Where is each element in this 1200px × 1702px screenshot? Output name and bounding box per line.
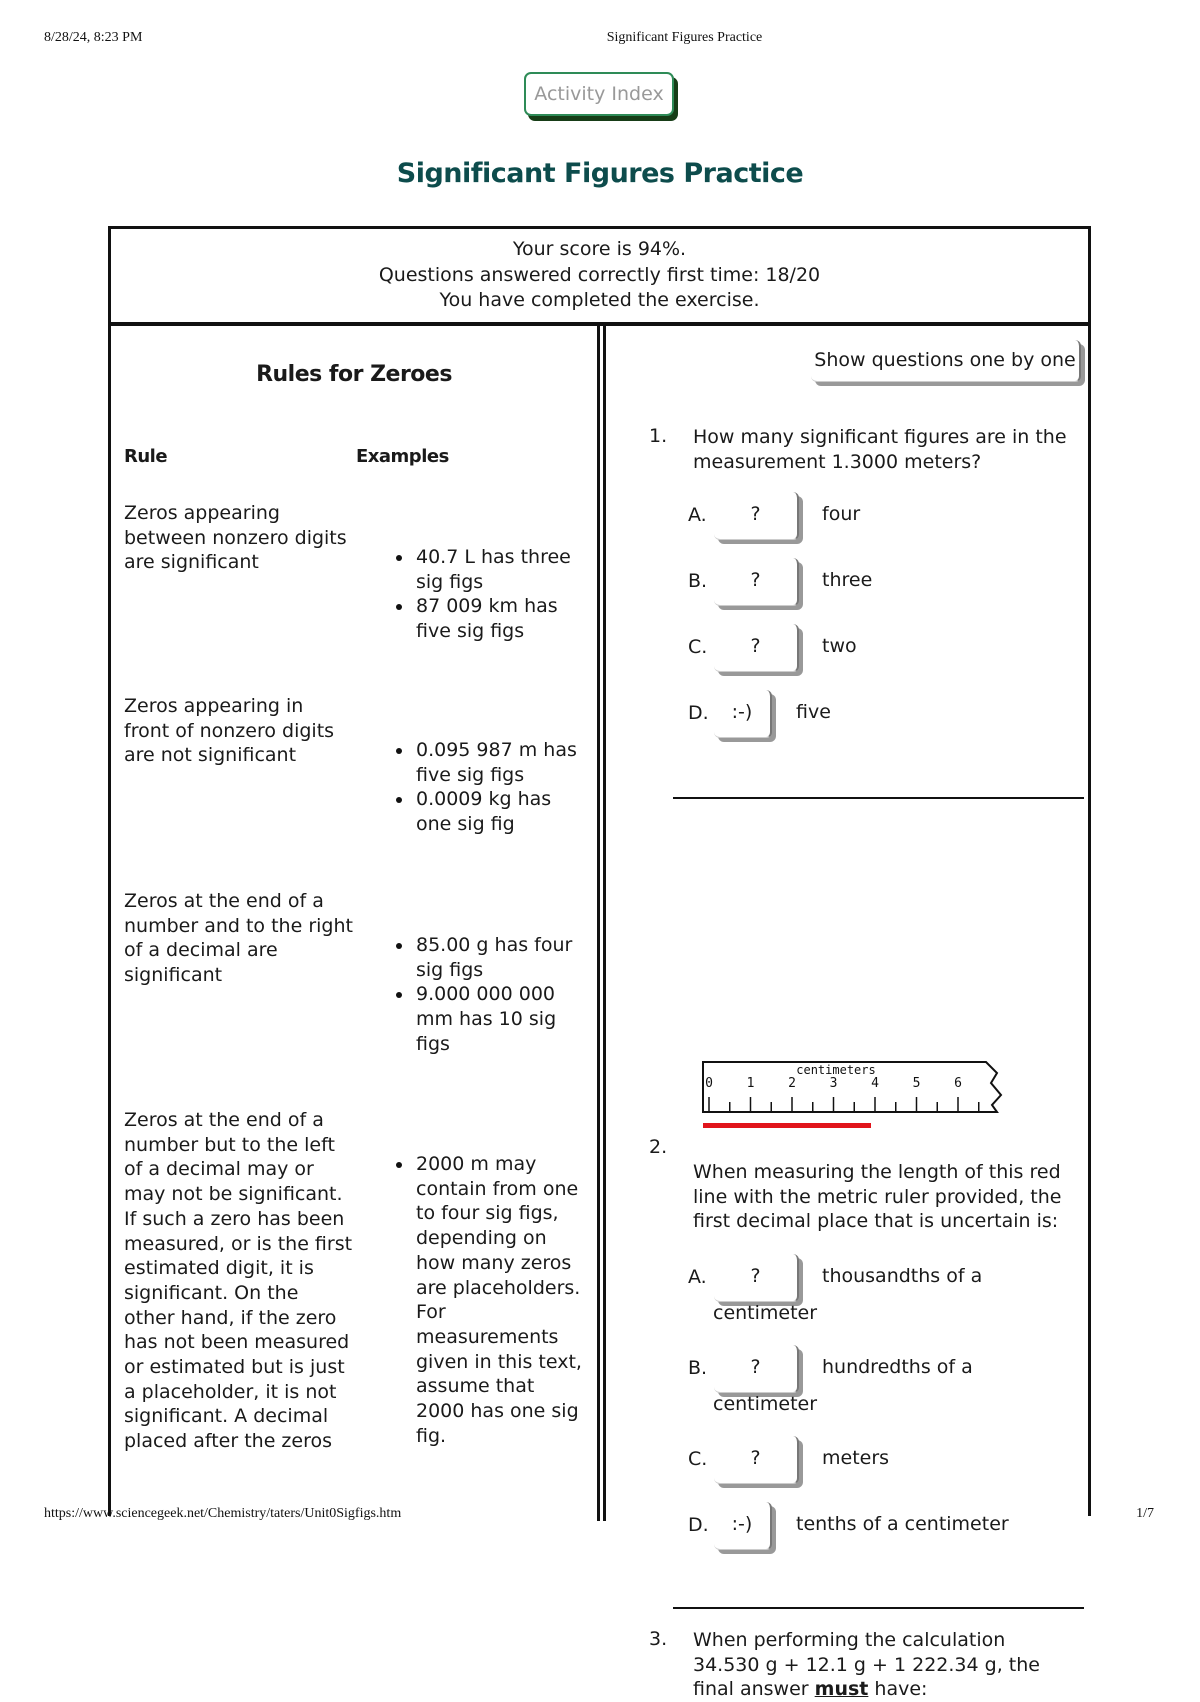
show-one-by-one-button[interactable]: Show questions one by one xyxy=(811,340,1081,382)
ruler-tick-label: 3 xyxy=(829,1076,838,1091)
option-text: meters xyxy=(822,1447,890,1469)
question-number: 3. xyxy=(649,1628,668,1650)
example-list xyxy=(396,545,586,644)
column-divider xyxy=(603,326,606,1521)
example-list xyxy=(396,933,586,1057)
ruler-tick-label: 6 xyxy=(954,1076,962,1091)
rules-title: Rules for Zeroes xyxy=(256,362,452,387)
option-letter: A. xyxy=(688,504,707,526)
example-item: 0.0009 kg has one sig fig xyxy=(396,787,586,836)
question-text-part: When performing the calculation 34.530 g + 12.1 g + 1 222.34 g, the final answer xyxy=(693,1629,1040,1701)
option-letter: D. xyxy=(688,702,709,724)
ruler-tick-label: 5 xyxy=(912,1076,921,1091)
ruler-tick-label: 2 xyxy=(788,1076,796,1091)
rule-column-header: Rule xyxy=(124,446,168,467)
option-letter: C. xyxy=(688,636,708,658)
question-divider xyxy=(673,1607,1084,1609)
answer-button-correct[interactable]: :-) xyxy=(714,690,772,738)
rule-text: Zeros appearing in front of nonzero digits are not significant xyxy=(124,695,335,767)
answer-button-correct[interactable]: :-) xyxy=(714,1502,772,1550)
score-panel xyxy=(111,237,1088,314)
score-percent: Your score is 94%. xyxy=(512,238,687,260)
ruler-tick-label: 4 xyxy=(871,1076,879,1091)
option-letter: B. xyxy=(688,570,708,592)
print-page-number: 1/7 xyxy=(1136,1506,1154,1521)
example-item: 87 009 km has five sig figs xyxy=(396,594,586,643)
ruler-tick-label: 1 xyxy=(746,1076,755,1091)
option-letter: A. xyxy=(688,1266,707,1288)
example-item: 40.7 L has three sig figs xyxy=(396,545,586,594)
question-text: When measuring the length of this red line with the metric ruler provided, the first decimal place that is uncertain is: xyxy=(693,1161,1062,1233)
column-divider xyxy=(597,326,600,1521)
page-title: Significant Figures Practice xyxy=(396,158,804,189)
emphasis-must: must xyxy=(814,1678,869,1701)
print-doc-title: Significant Figures Practice xyxy=(606,30,763,45)
question-text: How many significant figures are in the measurement 1.3000 meters? xyxy=(693,426,1067,473)
print-datetime: 8/28/24, 8:23 PM xyxy=(44,30,143,45)
example-list xyxy=(396,738,586,837)
answer-button[interactable]: ? xyxy=(714,1345,799,1393)
rule-text: Zeros appearing between nonzero digits are significant xyxy=(124,502,347,574)
option-letter: B. xyxy=(688,1357,708,1379)
option-text: four xyxy=(822,503,861,525)
answer-button[interactable]: ? xyxy=(714,558,799,606)
option-letter: D. xyxy=(688,1514,709,1536)
question-number: 2. xyxy=(649,1136,668,1158)
examples-column-header: Examples xyxy=(356,446,449,467)
print-url: https://www.sciencegeek.net/Chemistry/taters/Unit0Sigfigs.htm xyxy=(44,1506,402,1521)
score-first-time: Questions answered correctly first time: 18/20 xyxy=(378,263,821,286)
rule-text: Zeros at the end of a number but to the left of a decimal may or may not be significant. If such a zero has been measured, or is the first estimated digit, it is significant. On the other hand, if the zero has not been measured or estimated but is just a placeholder, it is not significant. A decimal placed after the zeros xyxy=(124,1109,353,1453)
option-text-continued: centimeter xyxy=(713,1393,818,1415)
option-text: tenths of a centimeter xyxy=(796,1513,1009,1535)
option-text: two xyxy=(822,635,857,657)
activity-index-button[interactable]: Activity Index xyxy=(524,72,674,116)
option-text: five xyxy=(796,701,831,723)
rule-text: Zeros at the end of a number and to the right of a decimal are significant xyxy=(124,890,353,987)
question-text-part: have: xyxy=(874,1678,928,1701)
example-item: 85.00 g has four sig figs xyxy=(396,933,586,982)
score-complete: You have completed the exercise. xyxy=(439,289,760,311)
answer-button[interactable]: ? xyxy=(714,1254,799,1302)
example-list xyxy=(396,1152,586,1448)
option-text-continued: centimeter xyxy=(713,1302,818,1324)
question-divider xyxy=(673,797,1084,799)
answer-button[interactable]: ? xyxy=(714,624,799,672)
option-letter: C. xyxy=(688,1448,708,1470)
ruler-tick-label: 0 xyxy=(705,1076,713,1091)
question-number: 1. xyxy=(649,425,668,447)
quiz-table xyxy=(108,226,1091,1701)
red-measure-line xyxy=(703,1123,871,1128)
option-text: thousandths of a xyxy=(822,1265,983,1287)
metric-ruler-icon xyxy=(701,1059,1011,1115)
example-item: 0.095 987 m has five sig figs xyxy=(396,738,586,787)
example-item: 2000 m may contain from one to four sig figs, depending on how many zeros are placeholders. For measurements given in this text, assume that 2000 has one sig fig. xyxy=(396,1152,586,1448)
answer-button[interactable]: ? xyxy=(714,1436,799,1484)
example-item: 9.000 000 000 mm has 10 sig figs xyxy=(396,982,586,1056)
option-text: hundredths of a xyxy=(822,1356,973,1378)
question-text xyxy=(693,1628,1073,1702)
option-text: three xyxy=(822,569,873,591)
ruler-label: centimeters xyxy=(796,1063,876,1077)
answer-button[interactable]: ? xyxy=(714,492,799,540)
